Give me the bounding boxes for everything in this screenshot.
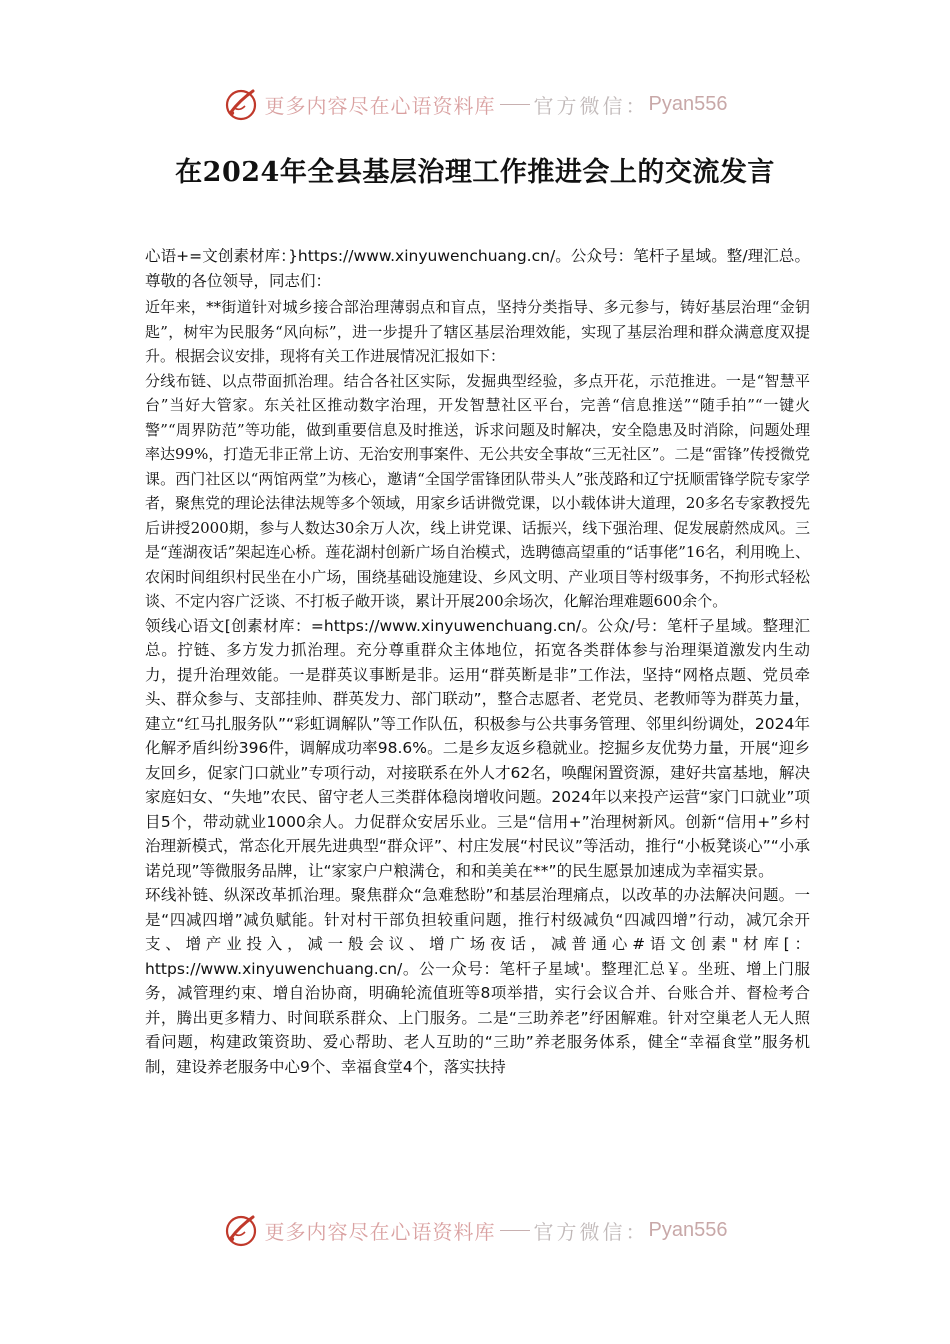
banner-divider [500, 1230, 530, 1231]
document-title: 在2024年全县基层治理工作推进会上的交流发言 [175, 157, 775, 188]
banner-wechat-id: Pyan556 [648, 92, 728, 115]
footer-watermark-banner [0, 1210, 950, 1250]
document-body [145, 244, 810, 1079]
banner-slogan: 更多内容尽在心语资料库 [264, 1219, 496, 1244]
banner-wechat-label: 官方微信： [533, 93, 649, 118]
body-paragraph-3: 分线布链、以点带面抓治理。结合各社区实际，发掘典型经验，多点开花，示范推进。一是“智慧平台”当好大管家。东关社区推动数字治理，开发智慧社区平台，完善“信息推送”“随手拍”“一键火警”“周界防范”等功能，做到重要信息及时推送，诉求问题及时解决，安全隐患及时消除，问题处理率达99%，打造无非正常上访、无治安刑事案件、无公共安全事故“三无社区”。二是“雷锋”传授微党课。西门社区以“两馆两堂”为核心，邀请“全国学雷锋团队带头人”张茂路和辽宁抚顺雷锋学院专家学者，聚焦党的理论法律法规等多个领域，用家乡话讲微党课，以小载体讲大道理，20多名专家教授先后讲授2000期，参与人数达30余万人次，线上讲党课、话振兴，线下强治理、促发展蔚然成风。三是“莲湖夜话”架起连心桥。莲花湖村创新广场自治模式，选聘德高望重的“话事佬”16名，利用晚上、农闲时间组织村民坐在小广场，围绕基础设施建设、乡风文明、产业项目等村级事务，不拘形式轻松谈、不定内容广泛谈、不打板子敞开谈，累计开展200余场次，化解治理难题600余个。 [145, 371, 810, 610]
body-paragraph-2: 近年来，**街道针对城乡接合部治理薄弱点和盲点，坚持分类指导、多元参与，铸好基层治理“金钥匙”，树牢为民服务“风向标”，进一步提升了辖区基层治理效能，实现了基层治理和群众满意度双提升。根据会议安排，现将有关工作进展情况汇报如下： [145, 298, 810, 365]
header-watermark-banner [0, 84, 950, 124]
body-paragraph-1: 心语+=文创素材库：}https://www.xinyuwenchuang.cn/。公众号：笔杆子星域。整/理汇总。尊敬的各位领导，同志们： [145, 247, 810, 290]
brush-logo-icon [223, 1212, 259, 1248]
banner-divider [500, 104, 530, 105]
brush-logo-icon [223, 86, 259, 122]
banner-wechat-id: Pyan556 [648, 1218, 728, 1241]
banner-slogan: 更多内容尽在心语资料库 [264, 93, 496, 118]
body-paragraph-4: 领线心语文[创素材库：=https://www.xinyuwenchuang.cn/。公众/号：笔杆子星域。整理汇总。拧链、多方发力抓治理。充分尊重群众主体地位，拓宽各类群体参与治理渠道激发内生动力，提升治理效能。一是群英议事断是非。运用“群英断是非”工作法，坚持“网格点题、党员牵头、群众参与、支部挂帅、群英发力、部门联动”，整合志愿者、老党员、老教师等为群英力量，建立“红马扎服务队”“彩虹调解队”等工作队伍，积极参与公共事务管理、邻里纠纷调处，2024年化解矛盾纠纷396件，调解成功率98.6%。二是乡友返乡稳就业。挖掘乡友优势力量，开展“迎乡友回乡，促家门口就业”专项行动，对接联系在外人才62名，唤醒闲置资源，建好共富基地，解决家庭妇女、“失地”农民、留守老人三类群体稳岗增收问题。2024年以来投产运营“家门口就业”项目5个，带动就业1000余人。力促群众安居乐业。三是“信用+”治理树新风。创新“信用+”乡村治理新模式，常态化开展先进典型“群众评”、村庄发展“村民议”等活动，推行“小板凳谈心”“小承诺兑现”等微服务品牌，让“家家户户粮满仓，和和美美在**”的民生愿景加速成为幸福实景。 [145, 616, 810, 880]
body-paragraph-5: 环线补链、纵深改革抓治理。聚焦群众“急难愁盼”和基层治理痛点，以改革的办法解决问题。一是“四减四增”减负赋能。针对村干部负担较重问题，推行村级减负“四减四增”行动，减冗余开支、增产业投入，减一般会议、增广场夜话，减普通心#语文创素"材库[：https://www.xinyuwenchuang.cn/。公一众号：笔杆子星域'。整理汇总￥。坐班、增上门服务，减管理约束、增自治协商，明确轮流值班等8项举措，实行会议合并、台账合并、督检考合并，腾出更多精力、时间联系群众、上门服务。二是“三助养老”纾困解难。针对空巢老人无人照看问题，构建政策资助、爱心帮助、老人互助的“三助”养老服务体系，健全“幸福食堂”服务机制，建设养老服务中心9个、幸福食堂4个，落实扶持 [145, 886, 810, 1076]
banner-wechat-label: 官方微信： [533, 1219, 649, 1244]
